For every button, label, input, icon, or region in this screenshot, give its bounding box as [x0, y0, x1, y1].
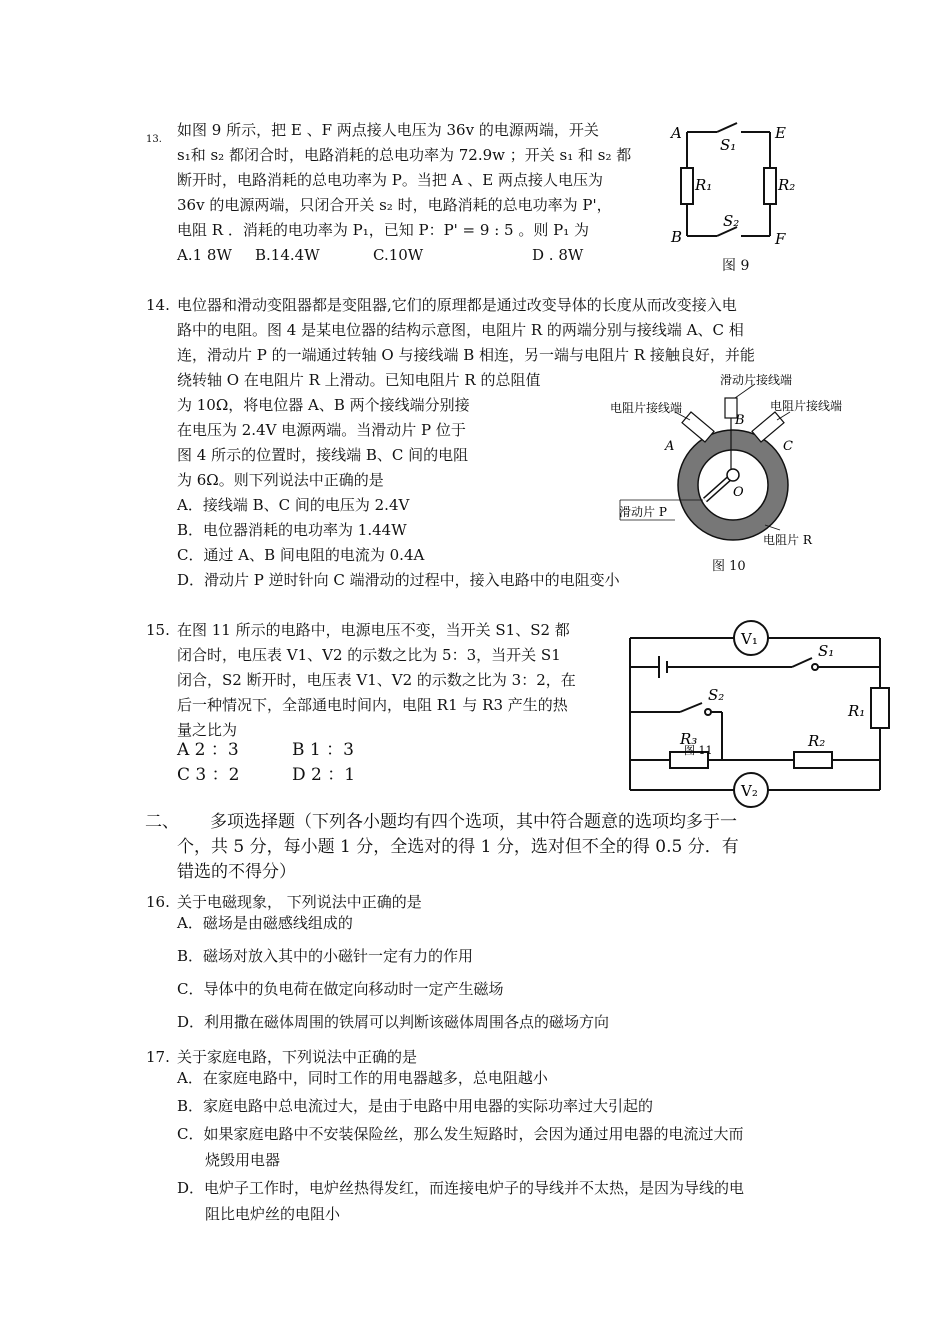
fig9-label-e: E — [775, 124, 786, 142]
question-15-number: 15. — [146, 621, 170, 639]
question-16-number: 16. — [146, 893, 170, 911]
q14-option-a: A．接线端 B、C 间的电压为 2.4V — [177, 496, 410, 514]
fig10-label-slider: 滑动片 P — [619, 505, 667, 519]
fig9-label-a: A — [671, 124, 682, 142]
fig10-label-c: C — [783, 439, 793, 454]
q15-option-a: A 2 ：3 — [177, 740, 239, 760]
fig11-label-v2: V₂ — [741, 782, 758, 800]
section-2-number: 二、 — [145, 812, 179, 832]
fig9-label-r2: R₂ — [778, 176, 796, 194]
fig10-label-right-terminal: 电阻片接线端 — [770, 399, 843, 413]
question-17-number: 17. — [146, 1048, 170, 1066]
q17-stem: 关于家庭电路，下列说法中正确的是 — [177, 1048, 418, 1066]
q17-option-a: A．在家庭电路中，同时工作的用电器越多，总电阻越小 — [177, 1069, 548, 1087]
fig11-caption: 图 11 — [684, 744, 713, 757]
q14-option-b: B．电位器消耗的电功率为 1.44W — [177, 521, 407, 539]
q14-option-d: D．滑动片 P 逆时针向 C 端滑动的过程中，接入电路中的电阻变小 — [177, 571, 620, 589]
q14-line-1: 电位器和滑动变阻器都是变阻器,它们的原理都是通过改变导体的长度从而改变接入电 — [177, 296, 737, 314]
fig10-label-b: B — [735, 413, 745, 428]
q17-option-b: B．家庭电路中总电流过大，是由于电路中用电器的实际功率过大引起的 — [177, 1097, 654, 1115]
figure-11-circuit — [622, 620, 892, 810]
q13-option-b: B.14.4W — [255, 246, 320, 264]
q15-line-5: 量之比为 — [177, 721, 238, 739]
q14-line-3: 连，滑动片 P 的一端通过转轴 O 与接线端 B 相连，另一端与电阻片 R 接触良好，并能 — [177, 346, 755, 364]
figure-9-circuit — [665, 118, 805, 248]
q15-line-4: 后一种情况下，全部通电时间内，电阻 R1 与 R3 产生的热 — [177, 696, 568, 714]
q17-option-d-cont: 阻比电炉丝的电阻小 — [205, 1205, 341, 1223]
q13-line-5: 电阻 R ．消耗的电功率为 P₁，已知 P：P' = 9 : 5 。则 P₁ 为 — [177, 221, 589, 239]
q13-line-4: 36v 的电源两端，只闭合开关 s₂ 时，电路消耗的总电功率为 P'， — [177, 196, 612, 214]
q15-option-c: C 3 ：2 — [177, 765, 240, 785]
q14-option-c: C．通过 A、B 间电阻的电流为 0.4A — [177, 546, 425, 564]
figure-10-caption: 图 10 — [712, 559, 746, 574]
q15-line-1: 在图 11 所示的电路中，电源电压不变，当开关 S1、S2 都 — [177, 621, 570, 639]
figure-9-caption: 图 9 — [722, 258, 750, 274]
q16-option-c: C．导体中的负电荷在做定向移动时一定产生磁场 — [177, 980, 504, 998]
q15-line-3: 闭合，S2 断开时，电压表 V1、V2 的示数之比为 3：2，在 — [177, 671, 576, 689]
q13-option-c: C.10W — [373, 246, 424, 264]
section-2-line-2: 个，共 5 分，每小题 1 分，全选对的得 1 分，选对但不全的得 0.5 分．有 — [177, 837, 739, 857]
q13-line-1: 如图 9 所示，把 E 、F 两点接人电压为 36v 的电源两端，开关 — [177, 121, 599, 139]
q16-option-b: B．磁场对放入其中的小磁针一定有力的作用 — [177, 947, 474, 965]
section-2-line-1: 多项选择题（下列各小题均有四个选项，其中符合题意的选项均多于一 — [210, 812, 737, 832]
q13-line-3: 断开时，电路消耗的总电功率为 P。当把 A 、E 两点接人电压为 — [177, 171, 603, 189]
fig10-label-a: A — [665, 439, 675, 454]
fig10-label-resistor: 电阻片 R — [763, 533, 812, 547]
q17-option-c: C．如果家庭电路中不安装保险丝，那么发生短路时，会因为通过用电器的电流过大而 — [177, 1125, 744, 1143]
q17-option-d: D．电炉子工作时，电炉丝热得发红，而连接电炉子的导线并不太热，是因为导线的电 — [177, 1179, 745, 1197]
q13-line-2: s₁和 s₂ 都闭合时，电路消耗的总电功率为 72.9w ；开关 s₁ 和 s₂ 都 — [177, 146, 632, 164]
figure-10-potentiometer — [605, 370, 855, 550]
fig9-label-r1: R₁ — [695, 176, 713, 194]
fig9-label-s2: S₂ — [723, 212, 740, 230]
q16-stem: 关于电磁现象， 下列说法中正确的是 — [177, 893, 422, 911]
q16-option-a: A．磁场是由磁感线组成的 — [177, 914, 353, 932]
fig10-label-o: O — [733, 485, 744, 500]
q13-option-a: A.1 8W — [177, 246, 232, 264]
fig11-label-r3: R₃ — [680, 730, 698, 748]
q14-line-2: 路中的电阻。图 4 是某电位器的结构示意图，电阻片 R 的两端分别与接线端 A、C 相 — [177, 321, 744, 339]
q15-line-2: 闭合时，电压表 V1、V2 的示数之比为 5：3，当开关 S1 — [177, 646, 561, 664]
fig9-label-s1: S₁ — [720, 136, 737, 154]
q15-option-b: B 1 ：3 — [292, 740, 354, 760]
q13-option-d: D . 8W — [532, 246, 584, 264]
question-13-number: 13. — [146, 134, 162, 145]
fig11-label-v1: V₁ — [741, 630, 758, 648]
fig11-label-s2: S₂ — [708, 686, 725, 704]
q17-option-c-cont: 烧毁用电器 — [205, 1151, 281, 1169]
q14-line-8: 为 6Ω。则下列说法中正确的是 — [177, 471, 384, 489]
fig11-label-r2: R₂ — [808, 732, 826, 750]
q14-line-5: 为 10Ω，将电位器 A、B 两个接线端分别接 — [177, 396, 470, 414]
question-14-number: 14. — [146, 296, 170, 314]
q15-option-d: D 2 ：1 — [292, 765, 356, 785]
q16-option-d: D．利用撒在磁体周围的铁屑可以判断该磁体周围各点的磁场方向 — [177, 1013, 610, 1031]
fig11-label-r1: R₁ — [848, 702, 866, 720]
fig10-label-slider-terminal: 滑动片接线端 — [720, 373, 793, 387]
q14-line-6: 在电压为 2.4V 电源两端。当滑动片 P 位于 — [177, 421, 466, 439]
fig9-label-f: F — [775, 230, 786, 248]
fig9-label-b: B — [671, 228, 683, 246]
section-2-line-3: 错选的不得分） — [177, 862, 296, 882]
fig11-label-s1: S₁ — [818, 642, 835, 660]
q14-line-7: 图 4 所示的位置时，接线端 B、C 间的电阻 — [177, 446, 469, 464]
fig10-label-left-terminal: 电阻片接线端 — [610, 401, 683, 415]
q14-line-4: 绕转轴 O 在电阻片 R 上滑动。已知电阻片 R 的总阻值 — [177, 371, 541, 389]
